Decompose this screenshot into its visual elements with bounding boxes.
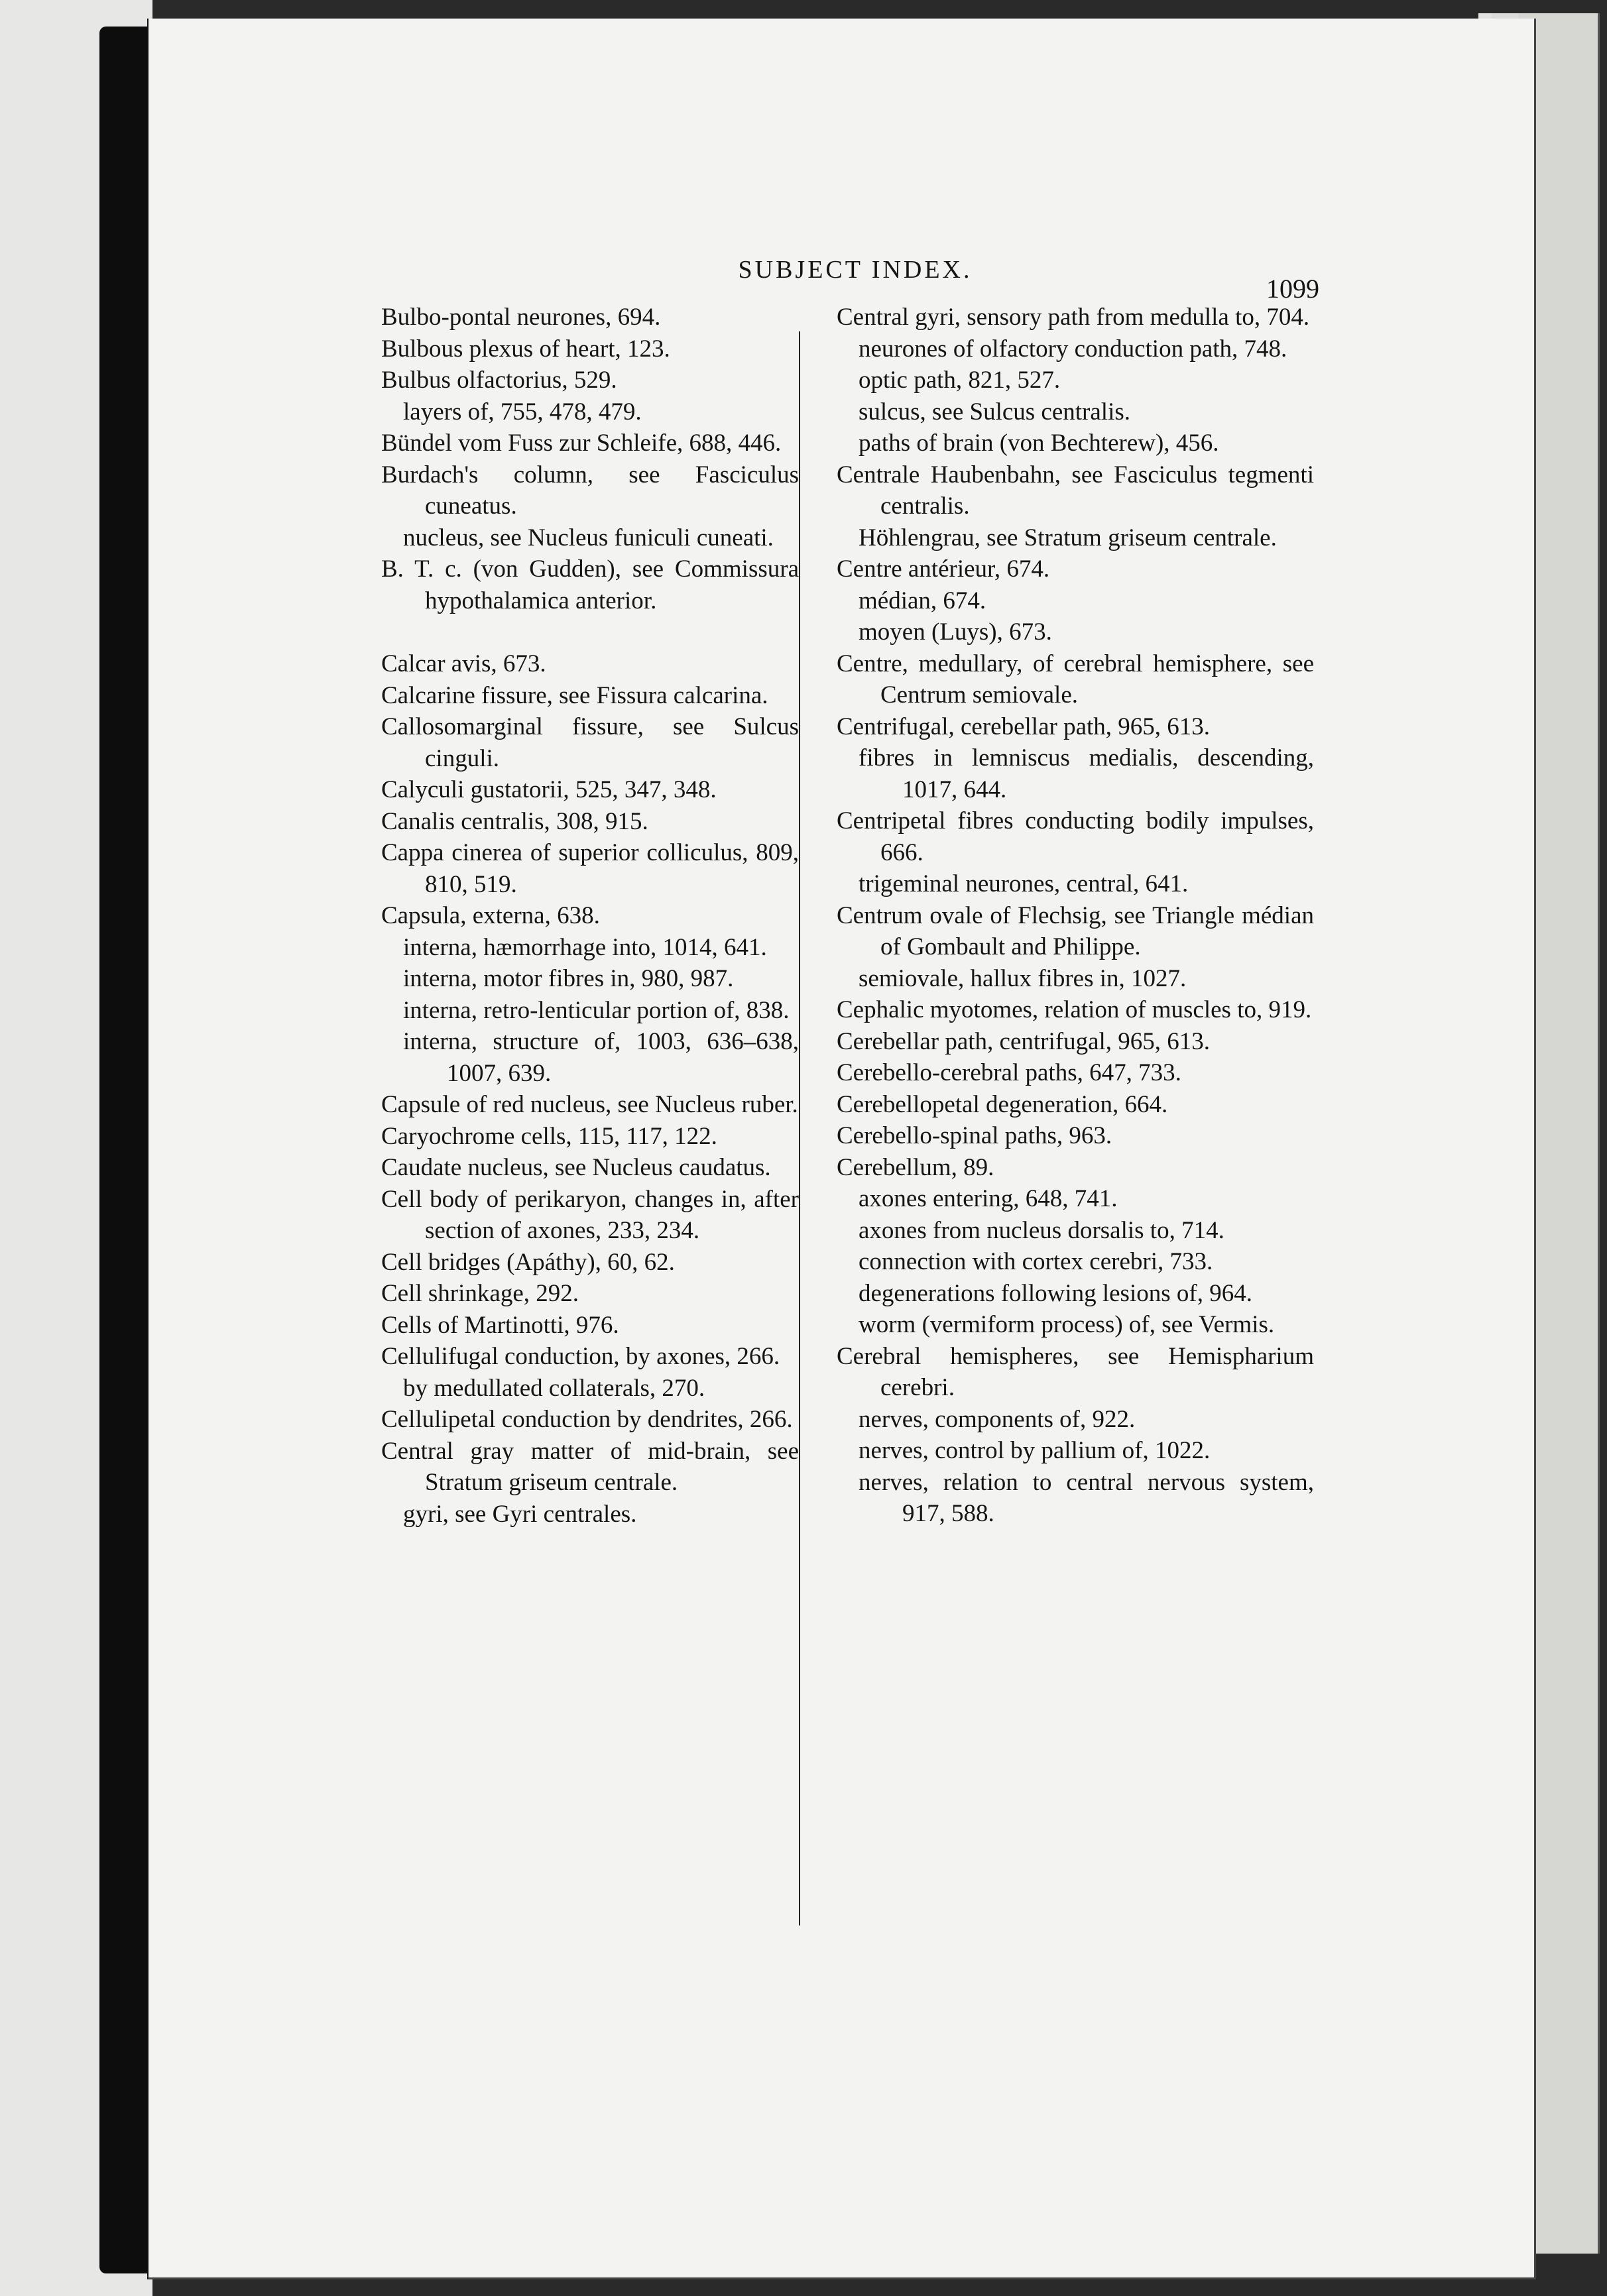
index-entry: Canalis centralis, 308, 915. (381, 807, 648, 835)
index-entry: gyri, see Gyri centrales. (403, 1500, 637, 1528)
index-entry: Burdach's column, see Fasciculus cuneatus. (381, 461, 799, 520)
book-spine-shadow (99, 27, 147, 2273)
index-entry: nerves, control by pallium of, 1022. (859, 1437, 1211, 1464)
index-entry: neurones of olfactory conduction path, 748. (859, 335, 1287, 363)
index-entry: Bulbous plexus of heart, 123. (381, 335, 670, 363)
index-entry: Bulbo-pontal neurones, 694. (381, 304, 661, 331)
index-entry: nucleus, see Nucleus funiculi cuneati. (403, 524, 774, 551)
index-entry: nerves, relation to central nervous system, 917, 588. (859, 1468, 1314, 1527)
index-entry: B. T. c. (von Gudden), see Commissura hypothalamica anterior. (381, 555, 799, 614)
index-entry: Centre, medullary, of cerebral hemisphere, see Centrum semiovale. (837, 650, 1314, 709)
index-entry: Calcar avis, 673. (381, 650, 546, 677)
index-entry: connection with cortex cerebri, 733. (859, 1248, 1213, 1275)
index-entry: Cerebellopetal degeneration, 664. (837, 1090, 1168, 1118)
page-number: 1099 (1266, 274, 1319, 304)
index-column-left (381, 302, 799, 1530)
index-entry: Capsula, externa, 638. (381, 902, 600, 929)
index-entry: Cappa cinerea of superior colliculus, 809, 810, 519. (381, 839, 799, 898)
index-entry: Cells of Martinotti, 976. (381, 1311, 619, 1339)
index-entry: axones from nucleus dorsalis to, 714. (859, 1216, 1224, 1244)
index-entry: layers of, 755, 478, 479. (403, 398, 642, 426)
index-entry: Cerebellum, 89. (837, 1153, 994, 1181)
index-entry: Cell body of perikaryon, changes in, after section of axones, 233, 234. (381, 1185, 799, 1244)
index-entry: moyen (Luys), 673. (859, 618, 1052, 646)
index-entry: Cerebello-spinal paths, 963. (837, 1122, 1112, 1149)
index-entry: degenerations following lesions of, 964. (859, 1279, 1252, 1307)
index-entry: by medullated collaterals, 270. (403, 1374, 705, 1402)
index-entry: nerves, components of, 922. (859, 1405, 1136, 1433)
index-entry: worm (vermiform process) of, see Vermis. (859, 1311, 1275, 1338)
running-header: SUBJECT INDEX. (738, 256, 973, 284)
index-entry: Cerebello-cerebral paths, 647, 733. (837, 1059, 1181, 1086)
index-entry: trigeminal neurones, central, 641. (859, 870, 1189, 897)
index-entry: interna, structure of, 1003, 636–638, 1007, 639. (403, 1028, 799, 1087)
index-entry: Cerebral hemispheres, see Hemispharium cerebri. (837, 1342, 1314, 1401)
index-entry: Cell shrinkage, 292. (381, 1280, 579, 1307)
index-entry: Capsule of red nucleus, see Nucleus ruber. (381, 1091, 798, 1118)
index-entry: Central gyri, sensory path from medulla to, 704. (837, 304, 1310, 331)
index-entry: interna, retro-lenticular portion of, 838. (403, 996, 790, 1024)
index-entry: Caryochrome cells, 115, 117, 122. (381, 1122, 717, 1150)
index-entry: Cellulipetal conduction by dendrites, 266. (381, 1406, 793, 1433)
index-entry: Calcarine fissure, see Fissura calcarina. (381, 681, 768, 709)
index-entry: semiovale, hallux fibres in, 1027. (859, 964, 1187, 992)
index-entry: sulcus, see Sulcus centralis. (859, 398, 1130, 426)
index-entry: Bulbus olfactorius, 529. (381, 367, 617, 394)
index-entry: Centre antérieur, 674. (837, 555, 1050, 583)
index-entry: fibres in lemniscus medialis, descending, 1017, 644. (859, 744, 1314, 803)
index-entry: Caudate nucleus, see Nucleus caudatus. (381, 1154, 771, 1181)
index-entry: médian, 674. (859, 587, 986, 614)
index-entry: Bündel vom Fuss zur Schleife, 688, 446. (381, 430, 782, 457)
index-entry: optic path, 821, 527. (859, 367, 1061, 394)
index-entry: Centrale Haubenbahn, see Fasciculus tegmenti centralis. (837, 461, 1314, 520)
index-entry: axones entering, 648, 741. (859, 1185, 1118, 1212)
index-entry: Centrifugal, cerebellar path, 965, 613. (837, 713, 1211, 740)
index-entry: interna, motor fibres in, 980, 987. (403, 965, 734, 992)
index-column-right (837, 302, 1314, 1530)
index-entry: Höhlengrau, see Stratum griseum centrale. (859, 524, 1277, 551)
index-entry: Centrum ovale of Flechsig, see Triangle médian of Gombault and Philippe. (837, 901, 1314, 960)
index-entry: Callosomarginal fissure, see Sulcus cinguli. (381, 713, 799, 772)
index-entry: Centripetal fibres conducting bodily impulses, 666. (837, 807, 1314, 866)
index-entry: interna, hæmorrhage into, 1014, 641. (403, 933, 767, 961)
index-entry: Cell bridges (Apáthy), 60, 62. (381, 1248, 675, 1276)
index-entry: paths of brain (von Bechterew), 456. (859, 430, 1219, 457)
index-entry: Cerebellar path, centrifugal, 965, 613. (837, 1027, 1211, 1055)
index-entry: Cellulifugal conduction, by axones, 266. (381, 1343, 780, 1370)
index-entry: Calyculi gustatorii, 525, 347, 348. (381, 776, 717, 803)
column-divider (799, 331, 800, 1925)
index-entry: Cephalic myotomes, relation of muscles to, 919. (837, 996, 1312, 1023)
index-entry: Central gray matter of mid-brain, see Stratum griseum centrale. (381, 1437, 799, 1496)
